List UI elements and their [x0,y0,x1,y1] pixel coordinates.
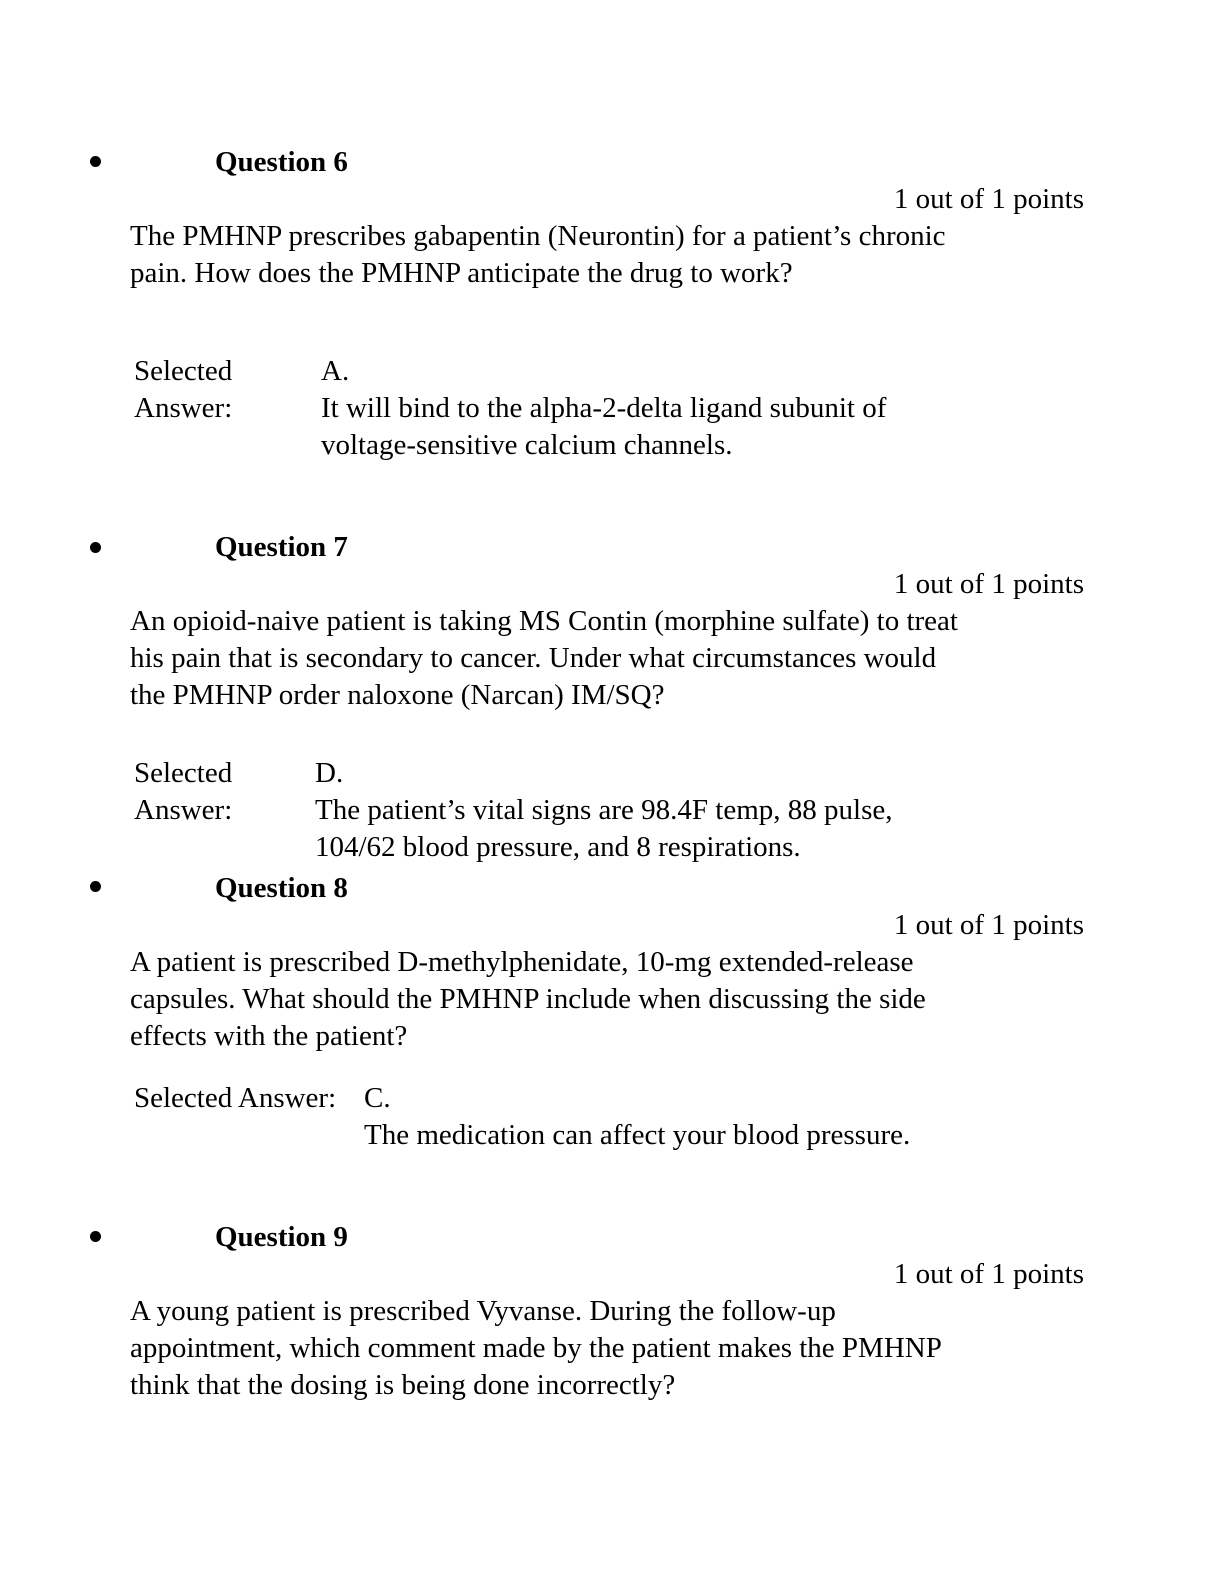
selected-answer [321,353,886,464]
question-prompt [130,603,1090,714]
prompt-line: A young patient is prescribed Vyvanse. During the follow-up [130,1295,836,1327]
answer-letter: C. [364,1082,391,1114]
bullet-icon [90,156,101,167]
points-score: 1 out of 1 points [893,568,1084,600]
prompt-line: the PMHNP order naloxone (Narcan) IM/SQ? [130,679,665,711]
answer-letter: D. [315,757,344,789]
prompt-line: A patient is prescribed D-methylphenidate, 10-mg extended-release [130,946,914,978]
question-title: Question 9 [215,1221,348,1253]
bullet-icon [90,1231,101,1242]
question-title: Question 8 [215,872,348,904]
prompt-line: pain. How does the PMHNP anticipate the drug to work? [130,257,793,289]
points-score: 1 out of 1 points [893,909,1084,941]
prompt-line: capsules. What should the PMHNP include when discussing the side [130,983,926,1015]
bullet-icon [90,881,101,892]
question-prompt [130,1293,1090,1404]
answer-text: voltage-sensitive calcium channels. [321,429,733,461]
answer-text: The medication can affect your blood pressure. [364,1119,911,1151]
selected-answer [315,755,893,866]
selected-answer-label: Selected Answer: [134,1082,337,1114]
prompt-line: think that the dosing is being done incorrectly? [130,1369,676,1401]
question-title: Question 6 [215,146,348,178]
question-prompt [130,218,1090,292]
points-score: 1 out of 1 points [893,1258,1084,1290]
prompt-line: appointment, which comment made by the patient makes the PMHNP [130,1332,942,1364]
answer-text: The patient’s vital signs are 98.4F temp, 88 pulse, [315,794,893,826]
answer-letter: A. [321,355,350,387]
prompt-line: his pain that is secondary to cancer. Under what circumstances would [130,642,937,674]
prompt-line: effects with the patient? [130,1020,408,1052]
answer-text: It will bind to the alpha-2-delta ligand subunit of [321,392,887,424]
prompt-line: The PMHNP prescribes gabapentin (Neurontin) for a patient’s chronic [130,220,946,252]
question-prompt [130,944,1090,1055]
question-title: Question 7 [215,531,348,563]
answer-text: 104/62 blood pressure, and 8 respirations. [315,831,801,863]
bullet-icon [90,542,101,553]
points-score: 1 out of 1 points [893,183,1084,215]
selected-answer-label: Selected Answer: [134,757,233,826]
prompt-line: An opioid-naive patient is taking MS Contin (morphine sulfate) to treat [130,605,958,637]
selected-answer-label: Selected Answer: [134,355,233,424]
